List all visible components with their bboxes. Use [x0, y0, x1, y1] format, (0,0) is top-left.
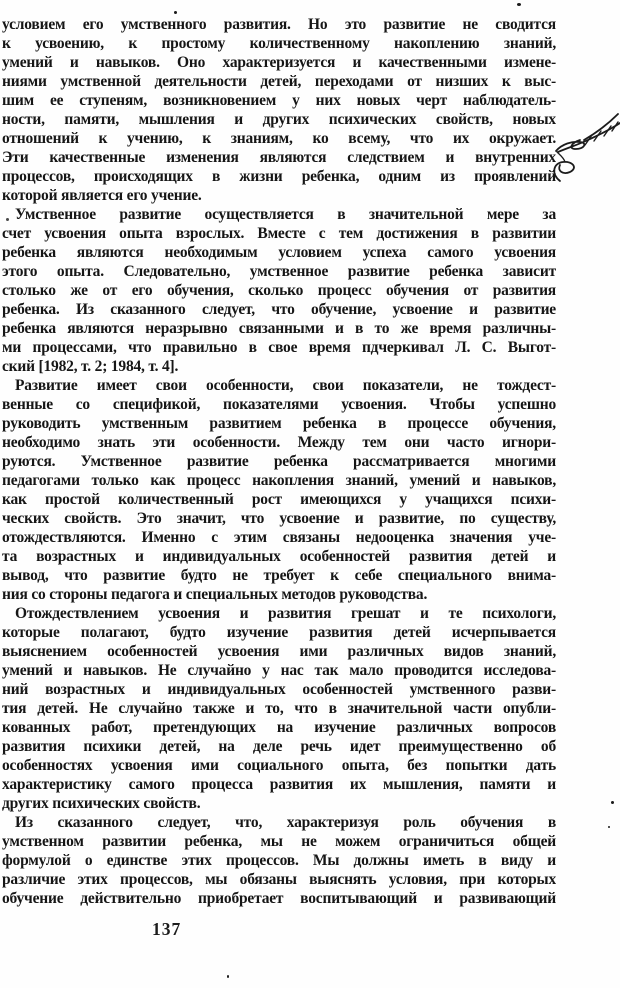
- text-line: руются. Умственное развитие ребенка рассматривается многими: [2, 453, 556, 470]
- text-line: Эти качественные изменения являются следствием и внутренних: [2, 149, 556, 166]
- scan-speck: [611, 801, 614, 804]
- text-line: Развитие имеет свои особенности, свои показатели, не тождест-: [15, 377, 556, 394]
- text-line: выяснением особенностей усвоения ими различных видов знаний,: [2, 643, 556, 660]
- text-line: отношений к учению, к знаниям, ко всему, что их окружает.: [2, 130, 556, 147]
- page-number: 137: [152, 919, 182, 939]
- text-line: ребенка являются необходимым условием успеха самого усвоения: [2, 244, 556, 261]
- text-line: которой является его учение.: [2, 187, 202, 204]
- text-line: необходимо знать эти особенности. Между тем они часто игнори-: [2, 434, 556, 451]
- scan-speck: [227, 975, 229, 978]
- text-line: ребенка являются неразрывно связанными и в то же время различны-: [2, 320, 556, 337]
- text-line: умений и навыков. Не случайно у нас так мало проводится исследова-: [2, 662, 556, 679]
- text-line: различие этих процессов, мы обязаны выяснять условия, при которых: [2, 871, 556, 888]
- scan-speck: [174, 11, 177, 14]
- text-line: Отождествлением усвоения и развития грешат и те психологи,: [15, 605, 556, 622]
- text-block: [2, 15, 556, 908]
- text-line: других психических свойств.: [2, 795, 201, 812]
- text-line: Из сказанного следует, что, характеризуя роль обучения в: [15, 814, 556, 831]
- text-line: ний возрастных и индивидуальных особенностей умственного разви-: [2, 681, 556, 698]
- text-line: ский [1982, т. 2; 1984, т. 4].: [2, 358, 179, 375]
- text-line: вывод, что развитие будто не требует к себе специального внима-: [2, 567, 556, 584]
- text-line: венные со спецификой, показателями усвоения. Чтобы успешно: [2, 396, 556, 413]
- text-line: условием его умственного развития. Но это развитие не сводится: [2, 16, 556, 33]
- text-line: ния со стороны педагога и специальных методов руководства.: [2, 586, 428, 603]
- text-line: характеристику самого процесса развития их мышления, памяти и: [2, 776, 556, 793]
- text-line: формулой о единстве этих процессов. Мы должны иметь в виду и: [2, 852, 556, 869]
- text-line: шим ее ступеням, возникновением у них новых черт наблюдатель-: [2, 92, 556, 109]
- text-line: Умственное развитие осуществляется в значительной мере за: [15, 206, 556, 223]
- text-line: умственном развитии ребенка, мы не можем ограничиться общей: [2, 833, 556, 850]
- text-line: отождествляются. Именно с этим связаны недооценка значения уче-: [2, 529, 556, 546]
- text-line: руководить умственным развитием ребенка в процессе обучения,: [2, 415, 556, 432]
- text-line: ребенка. Из сказанного следует, что обучение, усвоение и развитие: [2, 301, 556, 318]
- text-line: столько же от его обучения, сколько процесс обучения от развития: [2, 282, 556, 299]
- scan-speck: [608, 826, 610, 828]
- text-line: ми процессами, что правильно в свое время пдчеркивал Л. С. Выгот-: [2, 339, 556, 356]
- text-line: развития психики детей, на деле речь идет преимущественно об: [2, 738, 556, 755]
- text-line: особенностях усвоения ими социального опыта, без попытки дать: [2, 757, 556, 774]
- text-line: та возрастных и индивидуальных особенностей развития детей и: [2, 548, 556, 565]
- text-line: обучение действительно приобретает воспитывающий и развивающий: [2, 890, 556, 907]
- text-line: ности, памяти, мышления и других психических свойств, новых: [2, 111, 556, 128]
- text-line: этого опыта. Следовательно, умственное развитие ребенка зависит: [2, 263, 556, 280]
- text-line: к усвоению, к простому количественному накоплению знаний,: [2, 35, 556, 52]
- text-line: как простой количественный рост имеющихся у учащихся психи-: [2, 491, 556, 508]
- scan-speck: [6, 218, 9, 221]
- text-line: тия детей. Не случайно также и то, что в значительной части опубли-: [2, 700, 556, 717]
- text-line: процессов, происходящих в жизни ребенка, одним из проявлений: [2, 168, 556, 185]
- text-line: которые полагают, будто изучение развития детей исчерпывается: [2, 624, 556, 641]
- text-line: ческих свойств. Это значит, что усвоение и развитие, по существу,: [2, 510, 556, 527]
- scan-speck: [517, 3, 521, 6]
- text-line: кованных работ, претендующих на изучение различных вопросов: [2, 719, 556, 736]
- text-line: счет усвоения опыта взрослых. Вместе с тем достижения в развитии: [2, 225, 556, 242]
- text-line: педагогами только как процесс накопления знаний, умений и навыков,: [2, 472, 556, 489]
- text-line: ниями умственной деятельности детей, переходами от низших к выс-: [2, 73, 556, 90]
- text-line: умений и навыков. Оно характеризуется и качественными измене-: [2, 54, 556, 71]
